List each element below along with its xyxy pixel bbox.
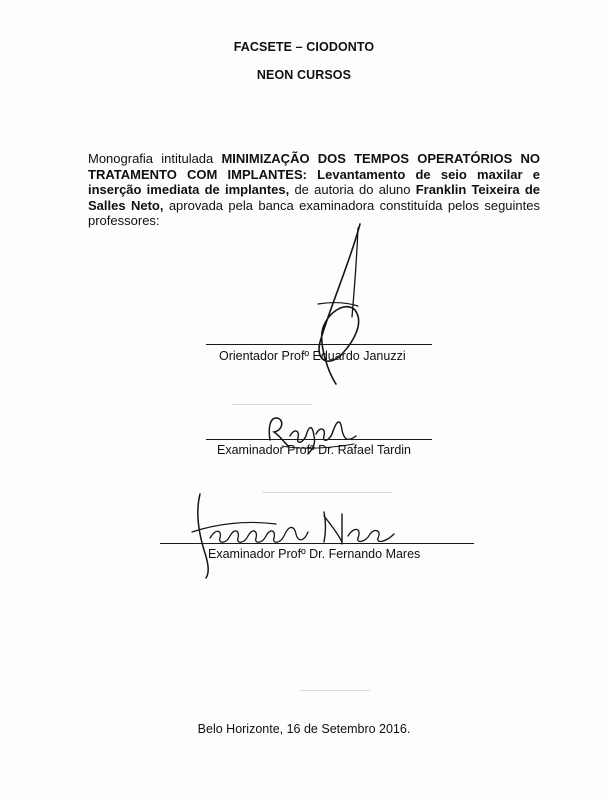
statement-author-intro: de autoria do aluno (289, 182, 416, 197)
monograph-title: MINIMIZAÇÃO DOS TEMPOS OPERATÓRIOS NO TRATAMENTO COM IMPLANTES: Levantamento de seio maxilar e inserção imediata de implantes, (88, 151, 540, 197)
statement-closing: aprovada pela banca examinadora constituída pelos seguintes professores: (88, 197, 540, 228)
institution-heading: FACSETE – CIODONTO (233, 40, 375, 54)
statement-intro: Monografia intitulada (88, 151, 222, 166)
examiner-rafael-signature-line (206, 439, 432, 440)
scan-artifact (262, 492, 392, 493)
author-name: Franklin Teixeira de Salles Neto, (88, 182, 540, 213)
scan-artifact (300, 690, 370, 691)
advisor-signature-line (206, 344, 432, 345)
approval-statement (88, 151, 540, 229)
place-and-date: Belo Horizonte, 16 de Setembro 2016. (197, 722, 411, 736)
examiner-rafael-label: Examinador Profº Dr. Rafael Tardin (217, 443, 412, 457)
scan-artifact (232, 404, 312, 405)
examiner-fernando-label: Examinador Profº Dr. Fernando Mares (208, 547, 421, 561)
examiner-fernando-signature-line (160, 543, 474, 544)
examiner-fernando-signature (186, 490, 406, 580)
advisor-label: Orientador Profº Eduardo Januzzi (219, 349, 406, 363)
course-heading: NEON CURSOS (256, 68, 352, 82)
